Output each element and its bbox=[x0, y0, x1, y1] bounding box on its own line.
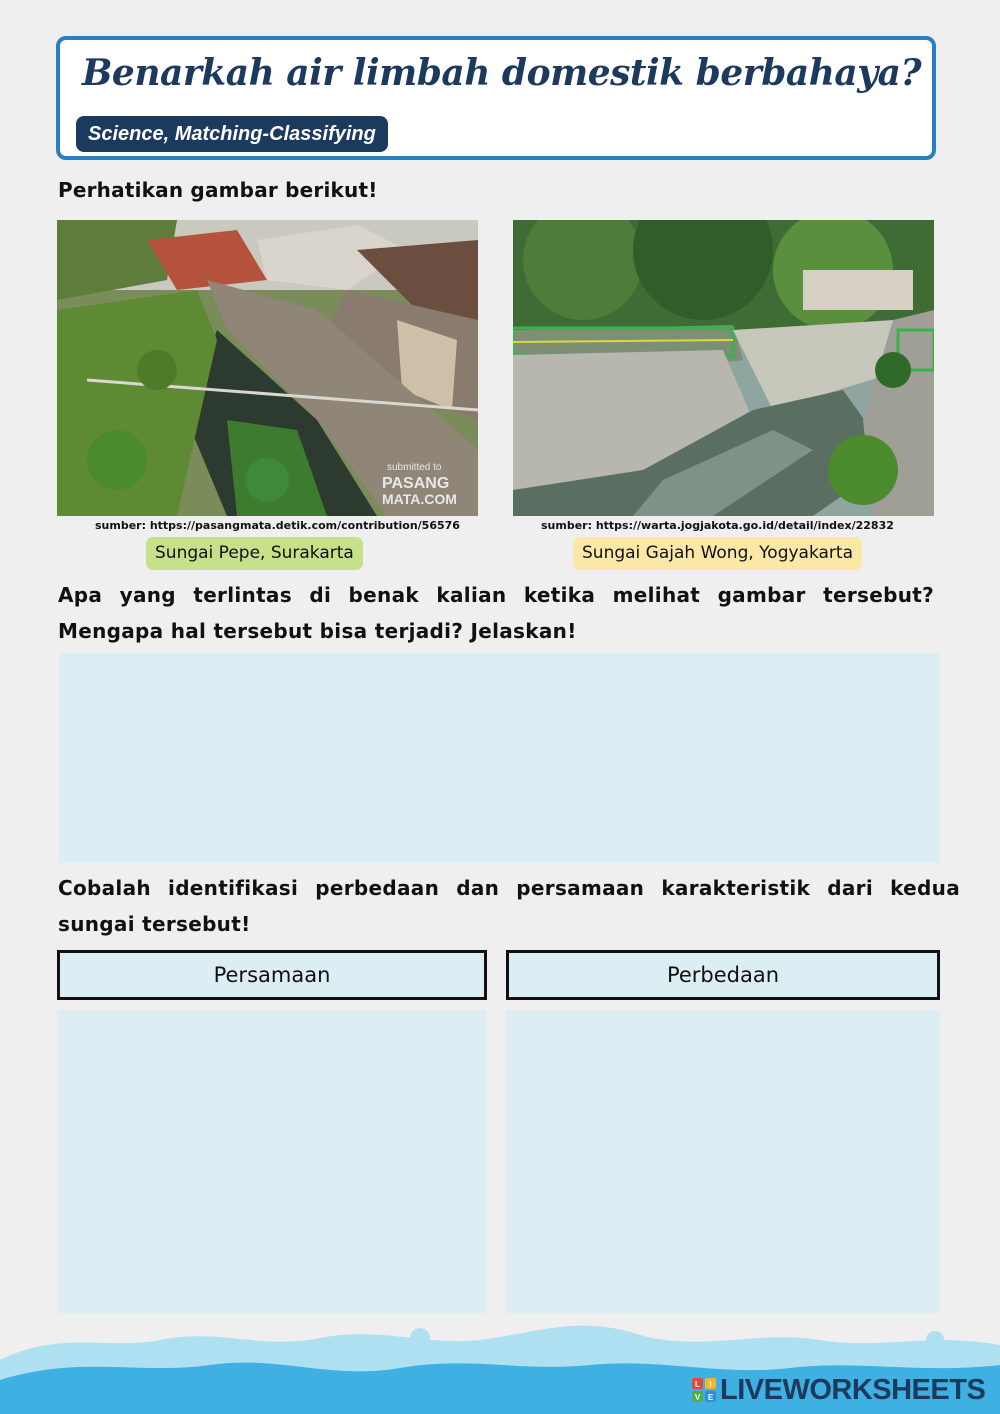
table-header-perbedaan: Perbedaan bbox=[506, 950, 940, 1000]
photo-source-left: sumber: https://pasangmata.detik.com/contribution/56576 bbox=[95, 519, 460, 532]
svg-text:E: E bbox=[707, 1393, 714, 1402]
svg-text:I: I bbox=[709, 1380, 712, 1389]
table-header-persamaan: Persamaan bbox=[57, 950, 487, 1000]
answer-box-persamaan[interactable] bbox=[57, 1010, 486, 1313]
photo-sungai-gajah-wong bbox=[513, 220, 934, 516]
watermark-submitted: submitted to bbox=[387, 462, 442, 473]
watermark-brand-1: PASANG bbox=[382, 475, 450, 492]
answer-box-1[interactable] bbox=[59, 653, 940, 863]
question-1: Apa yang terlintas di benak kalian ketika melihat gambar tersebut? Mengapa hal tersebut bisa terjadi? Jelaskan! bbox=[58, 583, 934, 643]
caption-sungai-gajah-wong: Sungai Gajah Wong, Yogyakarta bbox=[573, 537, 862, 570]
title-box bbox=[56, 36, 936, 160]
photo-source-right: sumber: https://warta.jogjakota.go.id/detail/index/22832 bbox=[541, 519, 894, 532]
watermark-brand-2: MATA.COM bbox=[382, 491, 457, 507]
liveworksheets-wordmark: LIVEWORKSHEETS bbox=[720, 1373, 986, 1406]
svg-text:V: V bbox=[694, 1393, 701, 1402]
liveworksheets-logo-icon bbox=[692, 1378, 716, 1402]
answer-box-perbedaan[interactable] bbox=[506, 1010, 940, 1313]
page-title: Benarkah air limbah domestik berbahaya? bbox=[82, 52, 922, 94]
photo-sungai-pepe bbox=[57, 220, 478, 516]
question-2: Cobalah identifikasi perbedaan dan persamaan karakteristik dari kedua sungai tersebut! bbox=[58, 876, 960, 936]
intro-instruction: Perhatikan gambar berikut! bbox=[58, 178, 378, 202]
subject-tag: Science, Matching-Classifying bbox=[76, 116, 388, 152]
liveworksheets-brand bbox=[692, 1373, 985, 1407]
svg-text:L: L bbox=[695, 1380, 700, 1389]
caption-sungai-pepe: Sungai Pepe, Surakarta bbox=[146, 537, 363, 570]
